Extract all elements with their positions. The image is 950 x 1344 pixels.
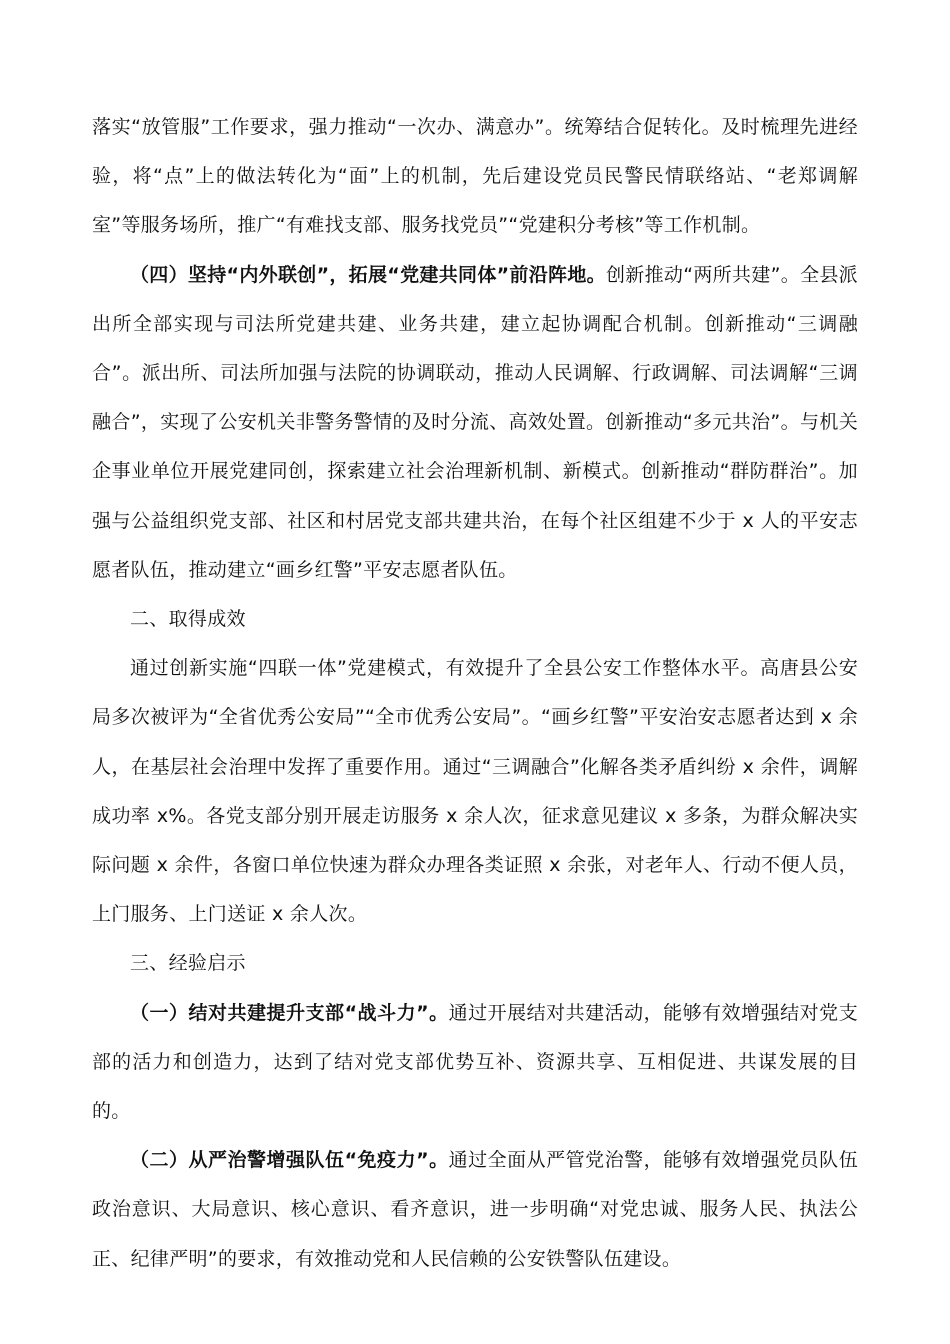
- paragraph-2-lead: （四）坚持“内外联创”，拓展“党建共同体”前沿阵地。: [130, 263, 606, 286]
- paragraph-4-lead: （一）结对共建提升支部“战斗力”。: [130, 1001, 449, 1024]
- section-heading-2-text: 二、取得成效: [130, 608, 246, 631]
- paragraph-5-lead: （二）从严治警增强队伍“免疫力”。: [130, 1149, 449, 1172]
- paragraph-2-text: 创新推动“两所共建”。全县派出所全部实现与司法所党建共建、业务共建，建立起协调配合机制。创新推动“三调融合”。派出所、司法所加强与法院的协调联动，推动人民调解、行政调解、司法调解“三调融合”，实现了公安机关非警务警情的及时分流、高效处置。创新推动“多元共治”。与机关企事业单位开展党建同创，探索建立社会治理新机制、新模式。创新推动“群防群治”。加强与公益组织党支部、社区和村居党支部共建共治，在每个社区组建不少于 x 人的平安志愿者队伍，推动建立“画乡红警”平安志愿者队伍。: [92, 263, 858, 581]
- paragraph-5-text: 通过全面从严管党治警，能够有效增强党员队伍政治意识、大局意识、核心意识、看齐意识，进一步明确“对党忠诚、服务人民、执法公正、纪律严明”的要求，有效推动党和人民信赖的公安铁警队伍建设。: [92, 1149, 858, 1270]
- section-heading-2: [92, 595, 858, 644]
- paragraph-5: [92, 1136, 858, 1284]
- paragraph-4: [92, 989, 858, 1137]
- paragraph-3: [92, 644, 858, 939]
- section-heading-3-text: 三、经验启示: [130, 952, 246, 975]
- paragraph-3-text: 通过创新实施“四联一体”党建模式，有效提升了全县公安工作整体水平。高唐县公安局多次被评为“全省优秀公安局”“全市优秀公安局”。“画乡红警”平安治安志愿者达到 x 余人，在基层社会治理中发挥了重要作用。通过“三调融合”化解各类矛盾纠纷 x 余件，调解成功率 x%。各党支部分别开展走访服务 x 余人次，征求意见建议 x 多条，为群众解决实际问题 x 余件，各窗口单位快速为群众办理各类证照 x 余张，对老年人、行动不便人员，上门服务、上门送证 x 余人次。: [92, 657, 858, 926]
- paragraph-4-text: 通过开展结对共建活动，能够有效增强结对党支部的活力和创造力，达到了结对党支部优势互补、资源共享、互相促进、共谋发展的目的。: [92, 1001, 858, 1123]
- section-heading-3: [92, 939, 858, 988]
- document-body: [92, 103, 858, 1284]
- paragraph-1-text: 落实“放管服”工作要求，强力推动“一次办、满意办”。统筹结合促转化。及时梳理先进经验，将“点”上的做法转化为“面”上的机制，先后建设党员民警民情联络站、“老郑调解室”等服务场所，推广“有难找支部、服务找党员”“党建积分考核”等工作机制。: [92, 116, 858, 237]
- paragraph-2: [92, 251, 858, 595]
- paragraph-1: [92, 103, 858, 251]
